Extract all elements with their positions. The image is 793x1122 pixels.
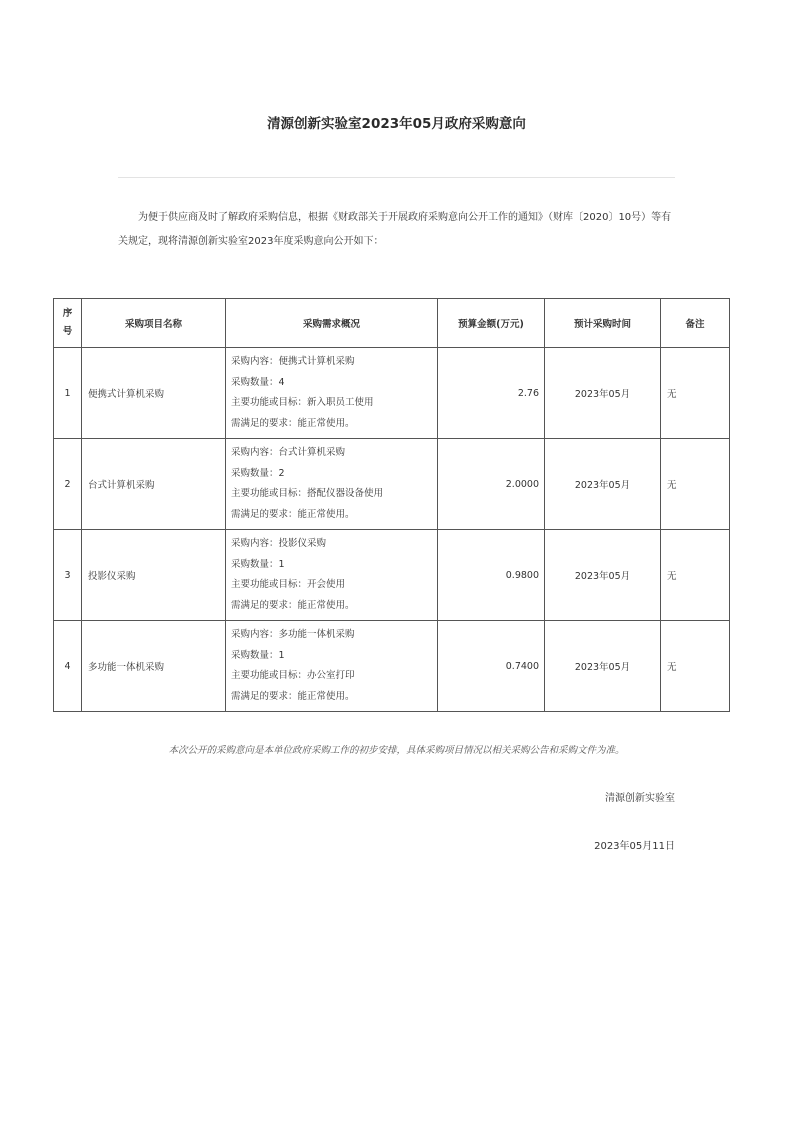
header-time: 预计采购时间	[545, 299, 661, 348]
procurement-table	[53, 298, 730, 712]
row-requirements	[226, 530, 438, 621]
req-quantity: 采购数量：4	[231, 376, 285, 388]
row-budget: 2.76	[438, 348, 545, 439]
row-budget: 0.7400	[438, 621, 545, 712]
row-index: 1	[54, 348, 82, 439]
row-requirements	[226, 439, 438, 530]
row-time: 2023年05月	[545, 348, 661, 439]
row-time: 2023年05月	[545, 530, 661, 621]
row-note: 无	[661, 439, 730, 530]
header-index	[54, 299, 82, 348]
row-budget: 2.0000	[438, 439, 545, 530]
row-name: 多功能一体机采购	[82, 621, 226, 712]
req-condition: 需满足的要求：能正常使用。	[231, 508, 355, 520]
row-index: 4	[54, 621, 82, 712]
row-name: 台式计算机采购	[82, 439, 226, 530]
table-row	[54, 348, 730, 439]
issue-date: 2023年05月11日	[594, 841, 675, 852]
header-note: 备注	[661, 299, 730, 348]
req-purpose: 主要功能或目标：办公室打印	[231, 670, 355, 681]
req-purpose: 主要功能或目标：新入职员工使用	[231, 397, 374, 408]
row-index: 3	[54, 530, 82, 621]
row-requirements	[226, 621, 438, 712]
req-quantity: 采购数量：1	[231, 649, 285, 661]
header-index-line2: 号	[62, 326, 73, 337]
header-name: 采购项目名称	[82, 299, 226, 348]
header-requirements: 采购需求概况	[226, 299, 438, 348]
row-name: 投影仪采购	[82, 530, 226, 621]
req-content: 采购内容：便携式计算机采购	[231, 356, 355, 367]
row-note: 无	[661, 621, 730, 712]
req-purpose: 主要功能或目标：开会使用	[231, 579, 346, 590]
footnote: 本次公开的采购意向是本单位政府采购工作的初步安排，具体采购项目情况以相关采购公告和采购文件为准。	[168, 745, 625, 756]
table-row	[54, 530, 730, 621]
req-content: 采购内容：台式计算机采购	[231, 447, 346, 458]
req-quantity: 采购数量：1	[231, 558, 285, 570]
title-divider	[118, 177, 675, 178]
row-time: 2023年05月	[545, 439, 661, 530]
row-budget: 0.9800	[438, 530, 545, 621]
header-budget: 预算金额(万元)	[438, 299, 545, 348]
req-condition: 需满足的要求：能正常使用。	[231, 690, 355, 702]
page-title: 清源创新实验室2023年05月政府采购意向	[267, 116, 526, 132]
req-quantity: 采购数量：2	[231, 467, 285, 479]
table-row	[54, 439, 730, 530]
req-condition: 需满足的要求：能正常使用。	[231, 599, 355, 611]
req-condition: 需满足的要求：能正常使用。	[231, 417, 355, 429]
header-index-line1: 序	[62, 308, 73, 319]
req-content: 采购内容：投影仪采购	[231, 538, 327, 549]
intro-paragraph: 为便于供应商及时了解政府采购信息，根据《财政部关于开展政府采购意向公开工作的通知》（财库〔2020〕10号）等有关规定，现将清源创新实验室2023年度采购意向公开如下：	[118, 212, 672, 247]
table-row	[54, 621, 730, 712]
row-index: 2	[54, 439, 82, 530]
row-note: 无	[661, 348, 730, 439]
req-purpose: 主要功能或目标：搭配仪器设备使用	[231, 488, 384, 499]
signer: 清源创新实验室	[605, 793, 675, 804]
req-content: 采购内容：多功能一体机采购	[231, 629, 355, 640]
row-note: 无	[661, 530, 730, 621]
row-name: 便携式计算机采购	[82, 348, 226, 439]
row-requirements	[226, 348, 438, 439]
row-time: 2023年05月	[545, 621, 661, 712]
table-header-row	[54, 299, 730, 348]
